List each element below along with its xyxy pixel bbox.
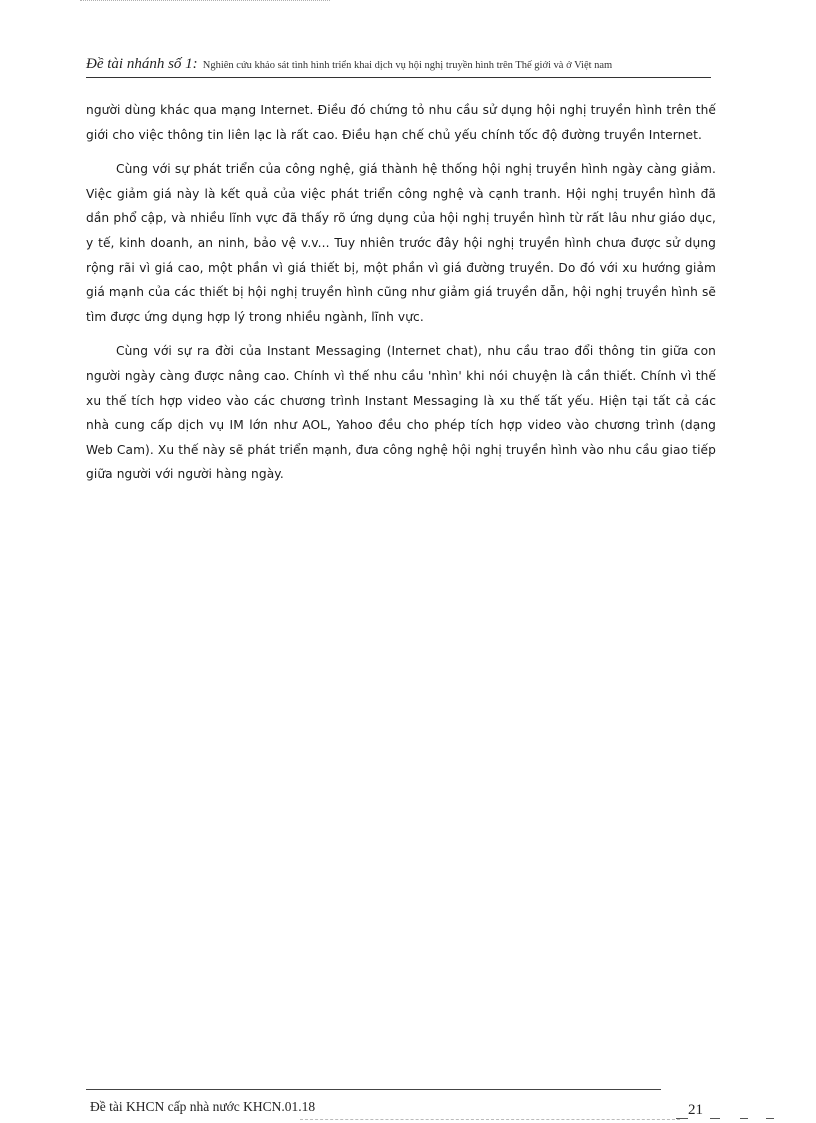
paragraph-1: người dùng khác qua mạng Internet. Điều đó chứng tỏ nhu cầu sử dụng hội nghị truyền hình trên thế giới cho việc thông tin liên lạc là rất cao. Điều hạn chế chủ yếu chính tốc độ đường truyền Internet. (86, 103, 716, 142)
paragraph-3: Cùng với sự ra đời của Instant Messaging (Internet chat), nhu cầu trao đổi thông tin giữa con người ngày càng được nâng cao. Chính vì thế nhu cầu 'nhìn' khi nói chuyện là cần thiết. Chính vì thế xu thế tích hợp video vào các chương trình Instant Messaging là xu thế tất yếu. Hiện tại tất cả các nhà cung cấp dịch vụ IM lớn như AOL, Yahoo đều cho phép tích hợp video vào chương trình (dạng Web Cam). Xu thế này sẽ phát triển mạnh, đưa công nghệ hội nghị truyền hình vào nhu cầu giao tiếp giữa người với người hàng ngày. (86, 344, 716, 482)
footer-text: Đề tài KHCN cấp nhà nước KHCN.01.18 (90, 1099, 316, 1114)
header-subtitle: Nghiên cứu khảo sát tình hình triển khai dịch vụ hội nghị truyền hình trên Thế giới và ở Việt nam (202, 60, 613, 71)
body-text (86, 98, 716, 497)
scan-artifact-line (80, 0, 330, 7)
page-number-dash (740, 1118, 748, 1119)
header-divider (86, 77, 711, 78)
page-number-dash (710, 1118, 720, 1119)
paragraph-2: Cùng với sự phát triển của công nghệ, giá thành hệ thống hội nghị truyền hình ngày càng giảm. Việc giảm giá này là kết quả của việc phát triển công nghệ và cạnh tranh. Hội nghị truyền hình đã dần phổ cập, và nhiều lĩnh vực đã thấy rõ ứng dụng của hội nghị truyền hình từ rất lâu như giáo dục, y tế, kinh doanh, an ninh, bảo vệ v.v... Tuy nhiên trước đây hội nghị truyền hình chưa được sử dụng rộng rãi vì giá cao, một phần vì giá thiết bị, một phần vì giá đường truyền. Do đó với xu hướng giảm giá mạnh của các thiết bị hội nghị truyền hình cũng như giảm giá truyền dẫn, hội nghị truyền hình sẽ tìm được ứng dụng hợp lý trong nhiều ngành, lĩnh vực. (86, 162, 716, 324)
page-number-dash (676, 1118, 688, 1119)
page-number: 21 (688, 1102, 703, 1118)
footer-dashed-line (300, 1119, 680, 1120)
page-number-dash (766, 1118, 774, 1119)
header-title: Đề tài nhánh số 1: (86, 56, 198, 72)
page-header (86, 53, 711, 73)
footer-divider (86, 1089, 661, 1090)
